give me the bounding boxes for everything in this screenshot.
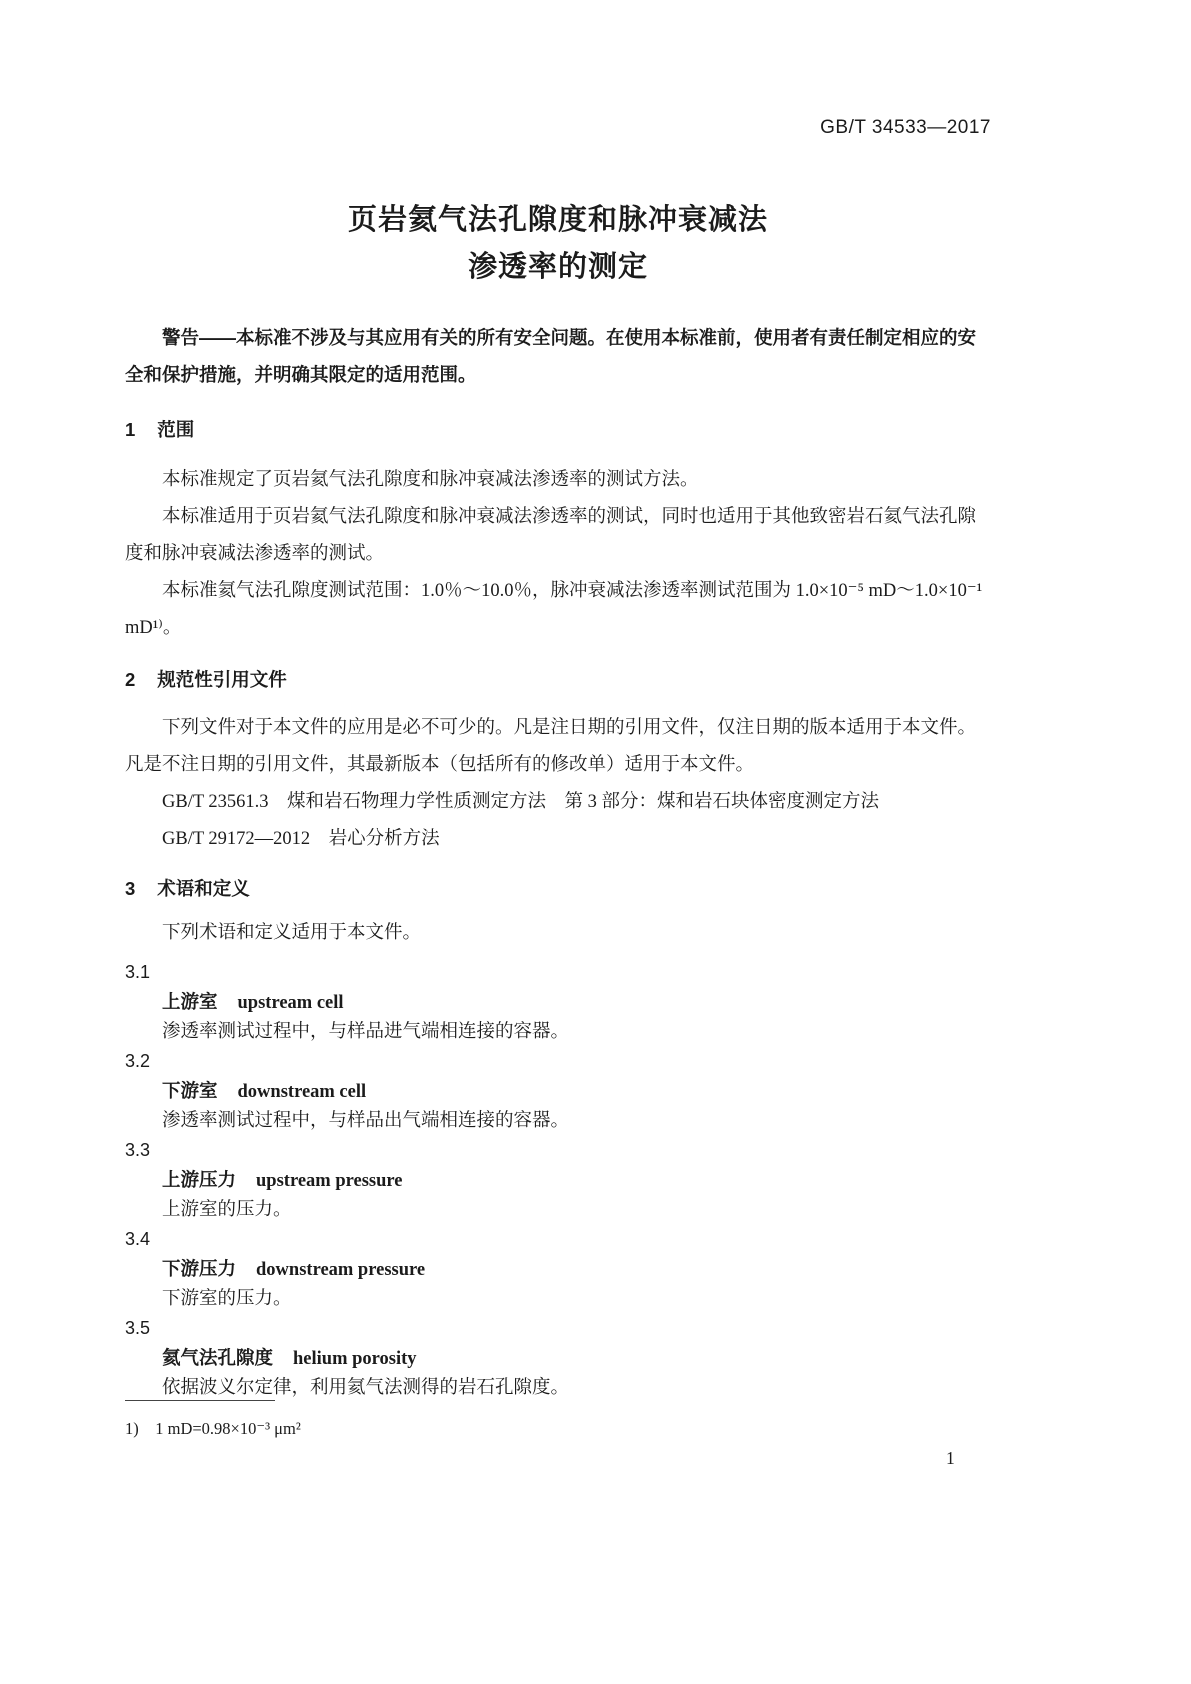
title-line-2: 渗透率的测定 bbox=[467, 251, 648, 283]
term-definition: 依据波义尔定律，利用氦气法测得的岩石孔隙度。 bbox=[162, 1378, 570, 1398]
section-title: 术语和定义 bbox=[157, 878, 250, 899]
terms-list bbox=[125, 958, 991, 1403]
term-definition: 渗透率测试过程中，与样品出气端相连接的容器。 bbox=[162, 1111, 570, 1131]
warning-paragraph: 警告——本标准不涉及与其应用有关的所有安全问题。在使用本标准前，使用者有责任制定相应的安全和保护措施，并明确其限定的适用范围。 bbox=[125, 327, 977, 385]
term-title bbox=[125, 1254, 991, 1285]
term-number: 3.4 bbox=[125, 1229, 151, 1249]
section-2-body bbox=[125, 710, 991, 858]
term-zh: 氦气法孔隙度 bbox=[162, 1347, 274, 1368]
paragraph: 下列文件对于本文件的应用是必不可少的。凡是注日期的引用文件，仅注日期的版本适用于本文件。凡是不注日期的引用文件，其最新版本（包括所有的修改单）适用于本文件。 bbox=[125, 718, 977, 775]
term-number: 3.5 bbox=[125, 1318, 151, 1338]
reference-item: GB/T 29172—2012 岩心分析方法 bbox=[162, 829, 440, 849]
page-number: 1 bbox=[946, 1448, 955, 1468]
term-block-3-4 bbox=[125, 1225, 991, 1314]
normative-references bbox=[125, 784, 991, 858]
title-line-1: 页岩氦气法孔隙度和脉冲衰减法 bbox=[347, 204, 768, 236]
term-title bbox=[125, 1076, 991, 1107]
term-zh: 下游压力 bbox=[162, 1258, 237, 1279]
section-3-intro: 下列术语和定义适用于本文件。 bbox=[162, 923, 422, 943]
term-block-3-2 bbox=[125, 1047, 991, 1136]
term-en: downstream cell bbox=[237, 1082, 367, 1102]
term-zh: 上游室 bbox=[162, 991, 218, 1012]
term-en: upstream pressure bbox=[256, 1171, 403, 1191]
section-title: 范围 bbox=[157, 419, 195, 440]
term-definition: 渗透率测试过程中，与样品进气端相连接的容器。 bbox=[162, 1022, 570, 1042]
section-1-heading bbox=[125, 411, 991, 448]
section-title: 规范性引用文件 bbox=[157, 669, 287, 690]
footnote-text: 1) 1 mD=0.98×10⁻³ μm² bbox=[125, 1419, 301, 1438]
term-title bbox=[125, 987, 991, 1018]
footnote-divider bbox=[125, 1400, 275, 1401]
standard-number: GB/T 34533—2017 bbox=[820, 117, 991, 138]
term-number: 3.1 bbox=[125, 962, 151, 982]
term-number: 3.2 bbox=[125, 1051, 151, 1071]
term-en: helium porosity bbox=[293, 1349, 417, 1369]
paragraph: 本标准适用于页岩氦气法孔隙度和脉冲衰减法渗透率的测试，同时也适用于其他致密岩石氦气法孔隙度和脉冲衰减法渗透率的测试。 bbox=[125, 507, 977, 564]
page-content bbox=[125, 0, 991, 1403]
term-title bbox=[125, 1343, 991, 1374]
document-title bbox=[125, 197, 991, 291]
term-number: 3.3 bbox=[125, 1140, 151, 1160]
term-definition: 上游室的压力。 bbox=[162, 1200, 292, 1220]
section-number: 3 bbox=[125, 878, 136, 899]
term-block-3-1 bbox=[125, 958, 991, 1047]
section-1-body bbox=[125, 462, 991, 647]
reference-item: GB/T 23561.3 煤和岩石物理力学性质测定方法 第 3 部分：煤和岩石块体密度测定方法 bbox=[162, 792, 880, 812]
section-number: 2 bbox=[125, 669, 136, 690]
paragraph: 本标准氦气法孔隙度测试范围：1.0％～10.0％，脉冲衰减法渗透率测试范围为 1.0×10⁻⁵ mD～1.0×10⁻¹ mD¹⁾。 bbox=[125, 581, 983, 638]
paragraph: 本标准规定了页岩氦气法孔隙度和脉冲衰减法渗透率的测试方法。 bbox=[162, 470, 699, 490]
section-2-heading bbox=[125, 661, 991, 698]
term-zh: 下游室 bbox=[162, 1080, 218, 1101]
term-zh: 上游压力 bbox=[162, 1169, 237, 1190]
section-3-heading bbox=[125, 870, 991, 907]
term-block-3-3 bbox=[125, 1136, 991, 1225]
term-definition: 下游室的压力。 bbox=[162, 1289, 292, 1309]
term-block-3-5 bbox=[125, 1314, 991, 1403]
term-en: upstream cell bbox=[237, 993, 344, 1013]
section-number: 1 bbox=[125, 419, 136, 440]
term-title bbox=[125, 1165, 991, 1196]
footnote-area bbox=[125, 1400, 825, 1439]
term-en: downstream pressure bbox=[256, 1260, 426, 1280]
